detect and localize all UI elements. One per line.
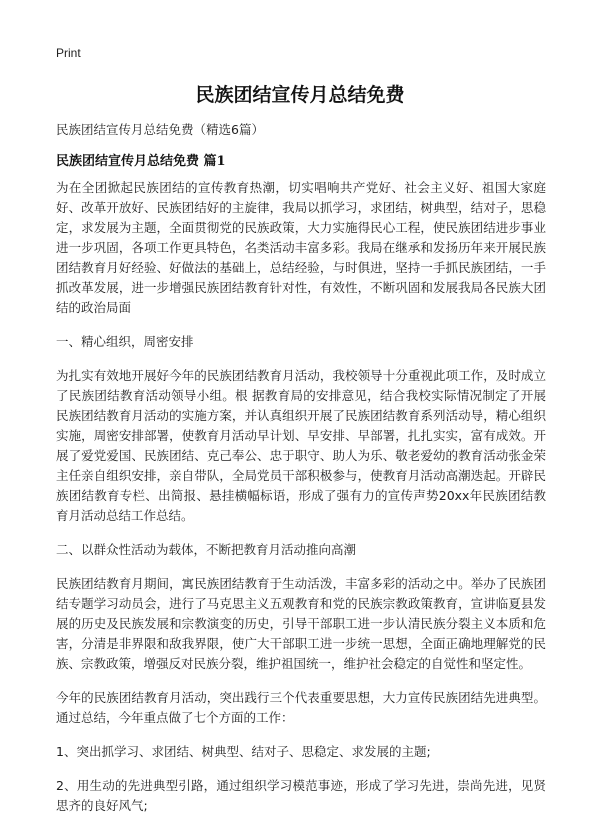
document-body [56, 178, 546, 830]
document-title: 民族团结宣传月总结免费 [195, 84, 405, 106]
paragraph-organize: 为扎实有效地开展好今年的民族团结教育月活动，我校领导十分重视此项工作，及时成立了民族团结教育活动领导小组。根 据教育局的安排意见，结合我校实际情况制定了开展民族团结教育月活动的实施方案，并认真组织开展了民族团结教育系列活动导，精心组织实施，周密安排部署，使教育月活动早计划、早安排、早部署，扎扎实实，富有成效。开展了爱党爱国、民族团结、克己奉公、忠于职守、助人为乐、敬老爱幼的教育活动张金荣主任亲自组织安排，亲自带队，全局党员干部积极参与，使教育月活动高潮迭起。开辟民族团结教育专栏、出简报、悬挂横幅标语，形成了强有力的宣传声势20xx年民族团结教育月活动总结工作总结。 [56, 368, 546, 523]
paragraph-summary: 今年的民族团结教育月活动，突出践行三个代表重要思想，大力宣传民族团结先进典型。通过总结，今年重点做了七个方面的工作： [56, 690, 546, 725]
list-item-2: 2、用生动的先进典型引路，通过组织学习模范事迹，形成了学习先进，崇尚先进，见贤思齐的良好风气; [56, 778, 546, 813]
document-subtitle: 民族团结宣传月总结免费（精选6篇） [56, 122, 264, 137]
heading-activities: 二、以群众性活动为载体，不断把教育月活动推向高潮 [56, 542, 357, 557]
paragraph-intro: 为在全团掀起民族团结的宣传教育热潮，切实唱响共产党好、社会主义好、祖国大家庭好、改革开放好、民族团结好的主旋律，我局以抓学习，求团结，树典型，结对子，思稳定，求发展为主题，全面贯彻党的民族政策，大力实施得民心工程，使民族团结进步事业进一步巩固，各项工作更具特色，名类活动丰富多彩。我局在继承和发扬历年来开展民族团结教育月好经验、好做法的基础上，总结经验，与时俱进，坚持一手抓民族团结，一手抓改革发展，进一步增强民族团结教育针对性，有效性，不断巩固和发展我局各民族大团结的政治局面 [56, 180, 546, 315]
section-title: 民族团结宣传月总结免费 篇1 [56, 154, 226, 169]
list-item-1: 1、突出抓学习、求团结、树典型、结对子、思稳定、求发展的主题; [56, 744, 431, 759]
heading-organize: 一、精心组织，周密安排 [56, 334, 194, 349]
paragraph-activities: 民族团结教育月期间，寓民族团结教育于生动活泼，丰富多彩的活动之中。举办了民族团结专题学习动员会，进行了马克思主义五观教育和党的民族宗教政策教育，宣讲临夏县发展的历史及民族发展和宗教演变的历史，引导干部职工进一步认清民族分裂主义本质和危害，分清是非界限和敌我界限，使广大干部职工进一步统一思想，全面正确地理解党的民族、宗教政策，增强反对民族分裂，维护祖国统一，维护社会稳定的自觉性和坚定性。 [56, 576, 546, 671]
print-link[interactable]: Print [56, 46, 81, 60]
